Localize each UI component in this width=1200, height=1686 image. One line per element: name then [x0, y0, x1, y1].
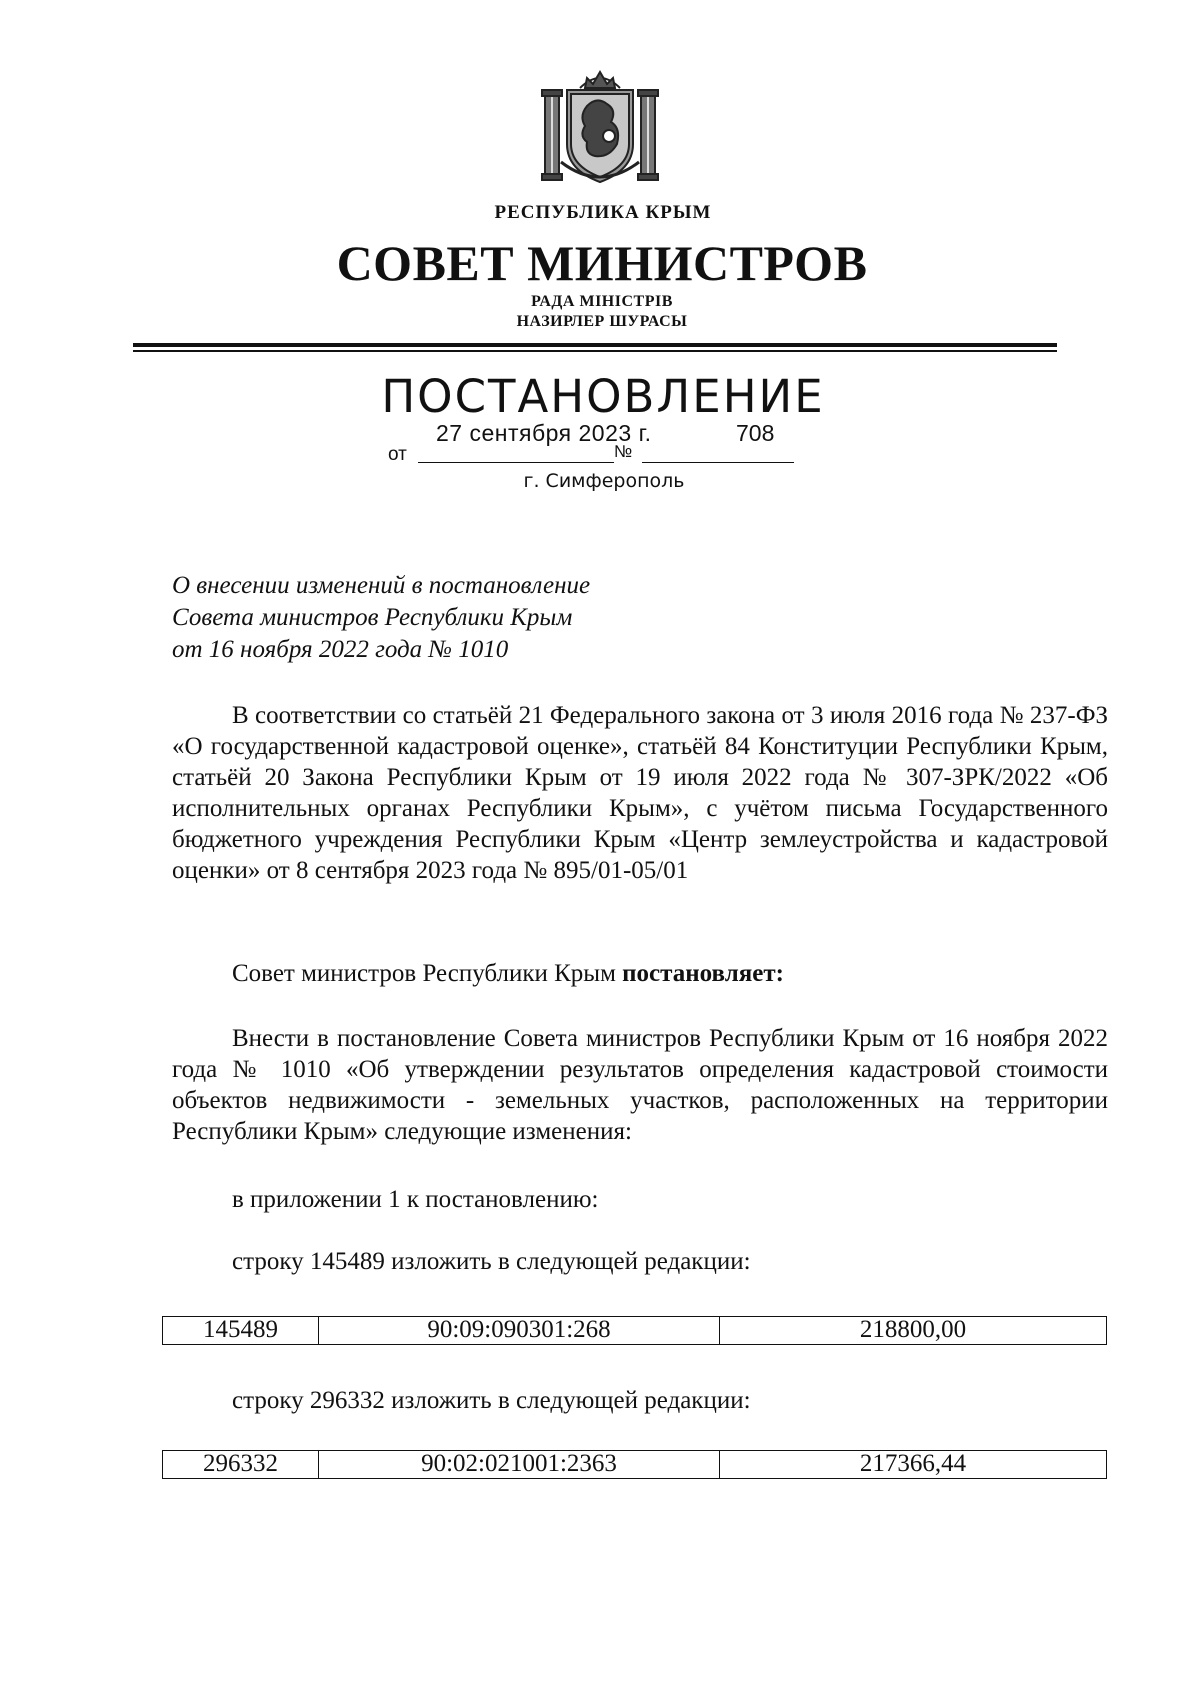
coat-of-arms-emblem	[535, 66, 665, 186]
republic-name: РЕСПУБЛИКА КРЫМ	[494, 202, 712, 223]
appendix-paragraph: в приложении 1 к постановлению:	[232, 1186, 599, 1213]
council-name-ukrainian: РАДА МІНІСТРІВ	[531, 293, 673, 310]
resolution-bold-verb: постановляет:	[622, 960, 784, 987]
amendment-table-1	[162, 1316, 1107, 1345]
decree-date-line	[388, 420, 808, 464]
date-underline	[418, 462, 614, 463]
row-instruction-2: строку 296332 изложить в следующей редакции:	[232, 1387, 751, 1414]
table-cell-row-number: 296332	[163, 1451, 319, 1478]
table-cell-cadastral-value: 218800,00	[859, 1316, 967, 1343]
number-underline	[642, 462, 794, 463]
resolution-text: Совет министров Республики Крым	[232, 960, 623, 987]
header-divider-thick	[133, 343, 1057, 347]
decree-title: ПОСТАНОВЛЕНИЕ	[381, 370, 825, 423]
subject-line: Совета министров Республики Крым	[172, 604, 573, 631]
council-name: СОВЕТ МИНИСТРОВ	[336, 235, 868, 291]
subject-line: О внесении изменений в постановление	[172, 572, 591, 599]
decree-subject	[172, 570, 772, 666]
number-sign-label: №	[614, 442, 633, 461]
decree-number: 708	[736, 420, 775, 446]
header-divider-thin	[133, 350, 1057, 352]
decree-city: г. Симферополь	[523, 470, 685, 492]
subject-line: от 16 ноября 2022 года № 1010	[172, 636, 509, 663]
decree-date: 27 сентября 2023 г.	[436, 420, 652, 446]
table-cell-cadastral-number: 90:09:090301:268	[319, 1317, 720, 1344]
resolution-paragraph	[172, 958, 1108, 989]
table-cell-cadastral-value: 217366,44	[859, 1450, 967, 1477]
table-cell-cadastral-number: 90:02:021001:2363	[319, 1451, 720, 1478]
amendment-paragraph: Внести в постановление Совета министров Республики Крым от 16 ноября 2022 года № 1010 «Об утверждении результатов определения кадастровой стоимости объектов недвижимости - земельных участков, расположенных на территории Республики Крым» следующие изменения:	[172, 1025, 1108, 1145]
date-prefix-label: от	[388, 444, 407, 465]
amendment-table-2	[162, 1450, 1107, 1479]
council-name-crimean-tatar: НАЗИРЛЕР ШУРАСЫ	[516, 313, 688, 330]
preamble-paragraph: В соответствии со статьёй 21 Федерального закона от 3 июля 2016 года № 237-ФЗ «О государственной кадастровой оценке», статьёй 84 Конституции Республики Крым, статьёй 20 Закона Республики Крым от 19 июля 2022 года № 307-ЗРК/2022 «Об исполнительных органах Республики Крым», с учётом письма Государственного бюджетного учреждения Республики Крым «Центр землеустройства и кадастровой оценки» от 8 сентября 2023 года № 895/01-05/01	[172, 702, 1108, 884]
row-instruction-1: строку 145489 изложить в следующей редакции:	[232, 1248, 751, 1275]
table-cell-row-number: 145489	[163, 1317, 319, 1344]
